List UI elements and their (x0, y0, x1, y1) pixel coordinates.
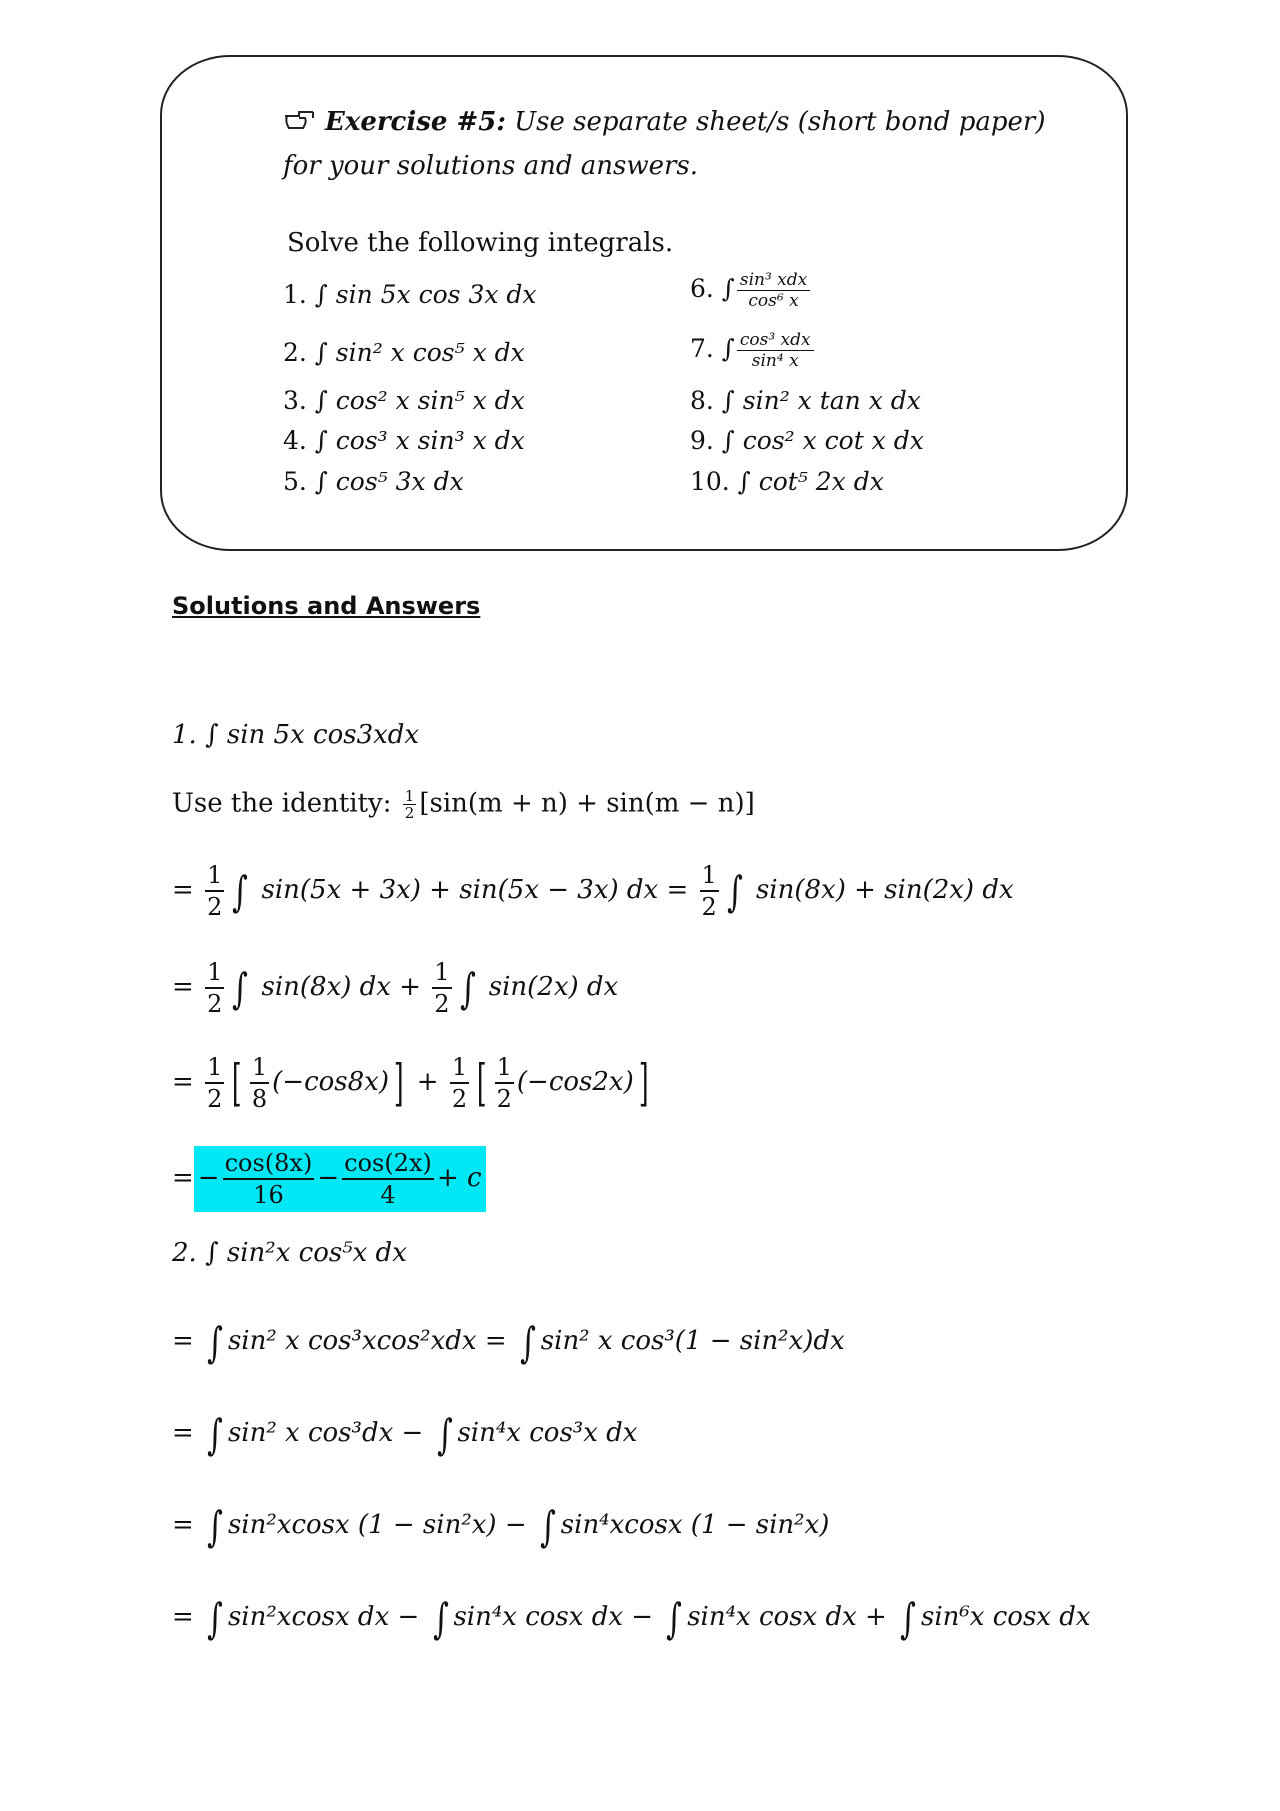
p1-step1: = $\frac{1}{2}$ ∫ sin(5x + 3x) + sin(5x − 3x) dx = $\frac{1}{2}$ ∫ sin(8x) + sin(2x) dx (172, 861, 1014, 921)
p1-identity: Use the identity: $\frac{1}{2}$ [sin(m + n) + sin(m − n)] (172, 787, 755, 822)
exercise-item-1: 1. ∫ sin 5x cos 3x dx (283, 280, 537, 309)
p2-step1: = ∫ sin² x cos³xcos²xdx = ∫ sin² x cos³(1 − sin²x)dx (172, 1318, 845, 1367)
p1-header: 1. ∫ sin 5x cos3xdx (172, 720, 420, 750)
p2-step4: = ∫ sin²xcosx dx − ∫ sin⁴x cosx dx − ∫ sin⁴x cosx dx + ∫ sin⁶x cosx dx (172, 1594, 1091, 1643)
exercise-item-6: 6. ∫ $\frac{\text{sin³ xdx}}{\text{cos⁶ x}}$ (690, 270, 810, 311)
p2-header: 2. ∫ sin²x cos⁵x dx (172, 1238, 407, 1268)
exercise-prompt: Solve the following integrals. (287, 228, 674, 258)
solutions-title: Solutions and Answers (172, 592, 481, 620)
p2-step3: = ∫ sin²xcosx (1 − sin²x) − ∫ sin⁴xcosx (1 − sin²x) (172, 1502, 830, 1551)
pointing-hand-icon (283, 108, 317, 134)
exercise-item-4: 4. ∫ cos³ x sin³ x dx (283, 426, 525, 455)
exercise-item-10: 10. ∫ cot⁵ 2x dx (690, 467, 884, 496)
exercise-item-3: 3. ∫ cos² x sin⁵ x dx (283, 386, 525, 415)
p1-step3: = $\frac{1}{2}$ [ $\frac{1}{8}$ (−cos8x)] + $\frac{1}{2}$ [ $\frac{1}{2}$ (−cos2x)] (172, 1053, 649, 1113)
p1-step2: = $\frac{1}{2}$ ∫ sin(8x) dx + $\frac{1}{2}$ ∫ sin(2x) dx (172, 958, 619, 1018)
exercise-instruction: Use separate sheet/s (short bond paper) for your solutions and answers. (283, 107, 1046, 181)
exercise-heading (283, 100, 1091, 188)
exercise-item-9: 9. ∫ cos² x cot x dx (690, 426, 924, 455)
exercise-label: Exercise #5: (325, 107, 506, 137)
p2-step2: = ∫ sin² x cos³dx − ∫ sin⁴x cos³x dx (172, 1410, 638, 1459)
p1-answer: = − $\frac{\cos(8x)}{16}$ − $\frac{\cos(2x)}{4}$ + c (172, 1146, 486, 1212)
exercise-item-8: 8. ∫ sin² x tan x dx (690, 386, 921, 415)
answer-highlight: − $\frac{\cos(8x)}{16}$ − $\frac{\cos(2x)}{4}$ + c (194, 1146, 486, 1212)
exercise-item-2: 2. ∫ sin² x cos⁵ x dx (283, 338, 525, 367)
exercise-item-5: 5. ∫ cos⁵ 3x dx (283, 467, 464, 496)
exercise-item-7: 7. ∫ $\frac{\text{cos³ xdx}}{\text{sin⁴ x}}$ (690, 330, 814, 371)
